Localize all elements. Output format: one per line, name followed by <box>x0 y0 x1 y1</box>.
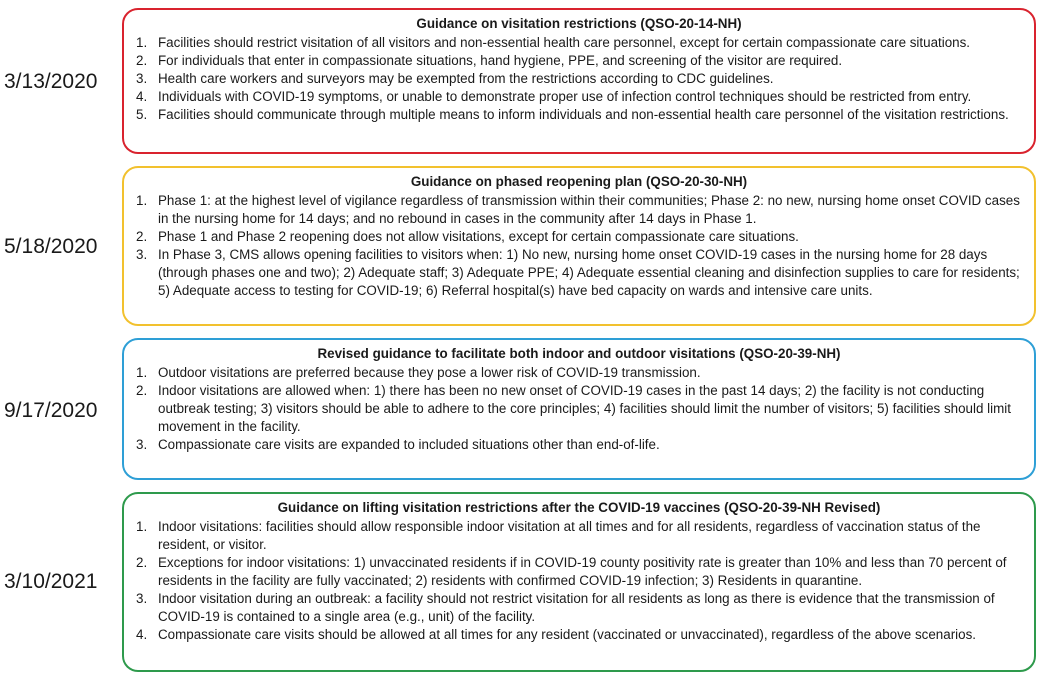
guidance-list <box>136 34 1022 124</box>
list-item: 2. Indoor visitations are allowed when: 1) there has been no new onset of COVID-19 cases in the past 14 days; 2) the facility is not conducting outbreak testing; 3) visitors should be able to adhere to the core principles; 4) facilities should limit the number of visitors; 5) facilities should limit movement in the facility. <box>136 383 1011 434</box>
guidance-title: Guidance on phased reopening plan (QSO-20-30-NH) <box>410 174 748 189</box>
list-item: 2. Phase 1 and Phase 2 reopening does not allow visitations, except for certain compassionate care situations. <box>136 229 799 244</box>
list-item: 2. For individuals that enter in compassionate situations, hand hygiene, PPE, and screening of the visitor are required. <box>136 53 843 68</box>
list-item: 4. Individuals with COVID-19 symptoms, or unable to demonstrate proper use of infection control techniques should be restricted from entry. <box>136 89 972 104</box>
timeline-date: 5/18/2020 <box>4 235 98 258</box>
list-item: 3. Health care workers and surveyors may be exempted from the restrictions according to CDC guidelines. <box>136 71 774 86</box>
list-item: 4. Compassionate care visits should be allowed at all times for any resident (vaccinated or unvaccinated), regardless of the above scenarios. <box>136 627 976 642</box>
list-item: 3. Indoor visitation during an outbreak: a facility should not restrict visitation for all residents as long as there is evidence that the transmission of COVID-19 is contained to a single area (e.g., unit) of the facility. <box>136 591 995 624</box>
guidance-list <box>136 518 1022 644</box>
list-item: 1. Indoor visitations: facilities should allow responsible indoor visitation at all times and for all residents, regardless of vaccination status of the resident, or visitor. <box>136 519 981 552</box>
guidance-box <box>122 338 1036 480</box>
list-item: 1. Outdoor visitations are preferred because they pose a lower risk of COVID-19 transmission. <box>136 365 701 380</box>
list-item: 2. Exceptions for indoor visitations: 1) unvaccinated residents if in COVID-19 county positivity rate is greater than 10% and less than 70 percent of residents in the facility are fully vaccinated; 2) residents with confirmed COVID-19 infection; 3) Residents in quarantine. <box>136 555 1007 588</box>
list-item: 1. Facilities should restrict visitation of all visitors and non-essential health care personnel, except for certain compassionate care situations. <box>136 35 971 50</box>
guidance-title: Guidance on visitation restrictions (QSO-20-14-NH) <box>416 16 742 31</box>
guidance-title: Guidance on lifting visitation restrictions after the COVID-19 vaccines (QSO-20-39-NH Revised) <box>277 500 881 515</box>
timeline-date: 9/17/2020 <box>4 399 98 422</box>
list-item: 1. Phase 1: at the highest level of vigilance regardless of transmission within their communities; Phase 2: no new, nursing home onset COVID cases in the nursing home for 14 days; and no rebound in cases in the community after 14 days in Phase 1. <box>136 193 1020 226</box>
timeline-date: 3/10/2021 <box>4 570 98 593</box>
guidance-box <box>122 8 1036 154</box>
guidance-box <box>122 492 1036 672</box>
guidance-title: Revised guidance to facilitate both indoor and outdoor visitations (QSO-20-39-NH) <box>317 346 841 361</box>
guidance-list <box>136 192 1022 300</box>
guidance-list <box>136 364 1022 454</box>
list-item: 3. Compassionate care visits are expanded to included situations other than end-of-life. <box>136 437 660 452</box>
guidance-box <box>122 166 1036 326</box>
list-item: 3. In Phase 3, CMS allows opening facilities to visitors when: 1) No new, nursing home onset COVID-19 cases in the nursing home for 28 days (through phases one and two); 2) Adequate staff; 3) Adequate PPE; 4) Adequate essential cleaning and disinfection supplies to care for residents; 5) Adequate access to testing for COVID-19; 6) Referral hospital(s) have bed capacity on wards and intensive care units. <box>136 247 1020 298</box>
timeline-date: 3/13/2020 <box>4 70 98 93</box>
list-item: 5. Facilities should communicate through multiple means to inform individuals and non-essential health care personnel of the visitation restrictions. <box>136 107 1009 122</box>
